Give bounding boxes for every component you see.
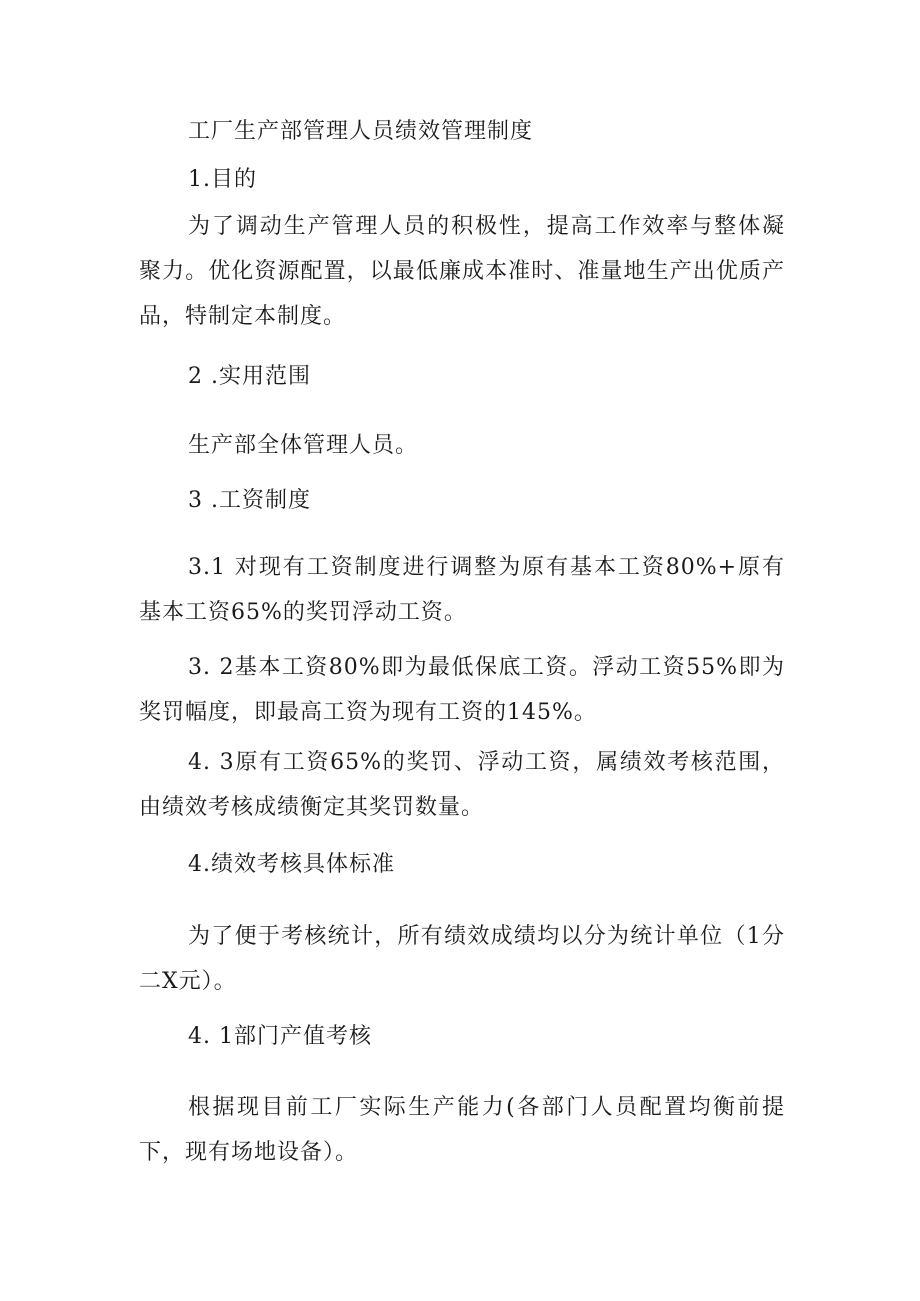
section-2-body: 生产部全体管理人员。 — [188, 433, 419, 458]
section-3-2-body: 3. 2基本工资80%即为最低保底工资。浮动工资55%即为奖罚幅度，即最高工资为现有工资的145%。 — [139, 655, 785, 725]
section-4-1-body: 根据现目前工厂实际生产能力(各部门人员配置均衡前提下，现有场地设备）。 — [139, 1095, 785, 1165]
section-1-heading: 1.目的 — [188, 167, 257, 192]
section-3-heading: 3 .工资制度 — [188, 488, 311, 513]
section-4-heading: 4.绩效考核具体标准 — [188, 852, 395, 877]
section-4-1-heading: 4. 1部门产值考核 — [188, 1024, 372, 1049]
section-2-heading: 2 .实用范围 — [188, 364, 311, 389]
section-1-body: 为了调动生产管理人员的积极性，提高工作效率与整体凝聚力。优化资源配置，以最低廉成本准时、准量地生产出优质产品，特制定本制度。 — [139, 214, 785, 329]
section-4-body: 为了便于考核统计，所有绩效成绩均以分为统计单位（1分二X元）。 — [139, 924, 785, 994]
document-title: 工厂生产部管理人员绩效管理制度 — [188, 119, 534, 144]
section-3-1-body: 3.1 对现有工资制度进行调整为原有基本工资80%+原有基本工资65%的奖罚浮动工资。 — [139, 555, 785, 625]
section-4-3-body: 4. 3原有工资65%的奖罚、浮动工资，属绩效考核范围，由绩效考核成绩衡定其奖罚数量。 — [139, 750, 785, 820]
